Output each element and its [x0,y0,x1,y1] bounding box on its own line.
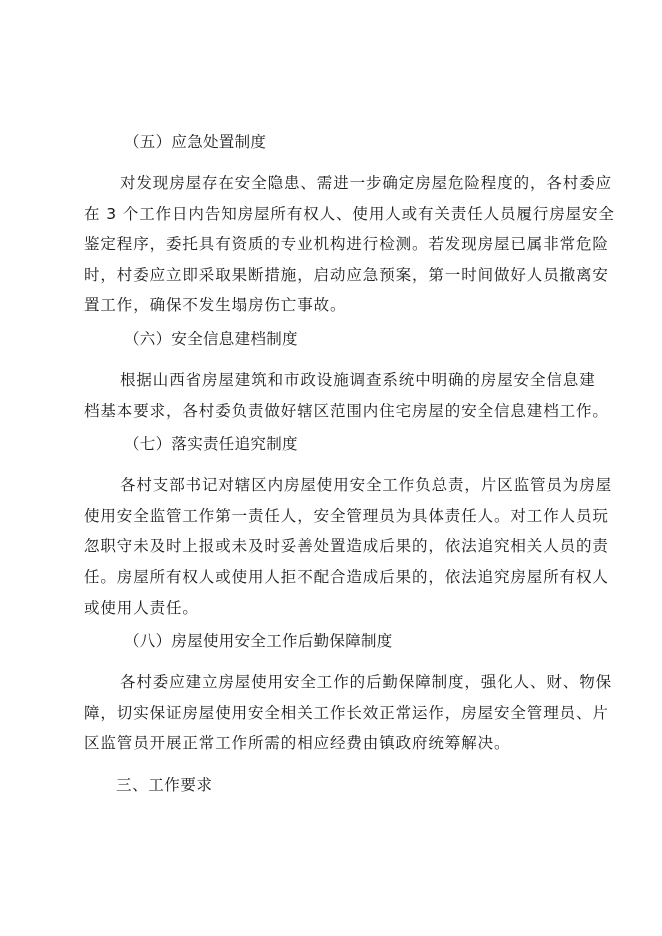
section-paragraph [84,667,613,759]
section-heading: （六）安全信息建档制度 [124,329,298,348]
section-7 [84,430,613,623]
section-paragraph [84,168,615,321]
text-line: 对发现房屋存在安全隐患、需进一步确定房屋危险程度的，各村委应 [120,174,613,192]
section-8 [84,627,613,759]
text-line: 使用安全监管工作第一责任人，安全管理员为具体责任人。对工作人员玩 [84,506,609,525]
text-line: 根据山西省房屋建筑和市政设施调查系统中明确的房屋安全信息建 [120,370,596,389]
text-line: 置工作，确保不发生塌房伤亡事故。 [84,296,347,315]
text-line: 各村支部书记对辖区内房屋使用安全工作负总责，片区监管员为房屋 [120,476,613,495]
text-line: 在 3 个工作日内告知房屋所有权人、使用人或有关责任人员履行房屋安全 [84,204,615,223]
section-heading: （五）应急处置制度 [124,133,267,151]
section-heading: （七）落实责任追究制度 [124,435,298,454]
text-line: 障，切实保证房屋使用安全相关工作长效正常运作，房屋安全管理员、片 [84,703,609,722]
text-line: 鉴定程序，委托具有资质的专业机构进行检测。若发现房屋已属非常危险 [84,235,609,254]
section-paragraph [84,470,613,623]
text-line: 或使用人责任。 [84,598,199,617]
section-6 [84,325,609,426]
closing-section-heading: 三、工作要求 [116,775,213,794]
text-line: 档基本要求，各村委负责做好辖区范围内住宅房屋的安全信息建档工作。 [84,401,609,420]
section-paragraph [84,365,609,426]
text-line: 各村委应建立房屋使用安全工作的后勤保障制度，强化人、财、物保 [120,673,613,692]
section-heading: （八）房屋使用安全工作后勤保障制度 [124,632,393,651]
text-line: 忽职守未及时上报或未及时妥善处置造成后果的，依法追究相关人员的责 [84,537,609,556]
document-body [84,128,615,799]
text-line: 时，村委应立即采取果断措施，启动应急预案，第一时间做好人员撤离安 [84,265,609,284]
text-line: 区监管员开展正常工作所需的相应经费由镇政府统筹解决。 [84,734,511,753]
section-5 [84,128,615,321]
text-line: 任。房屋所有权人或使用人拒不配合造成后果的，依法追究房屋所有权人 [84,567,609,586]
